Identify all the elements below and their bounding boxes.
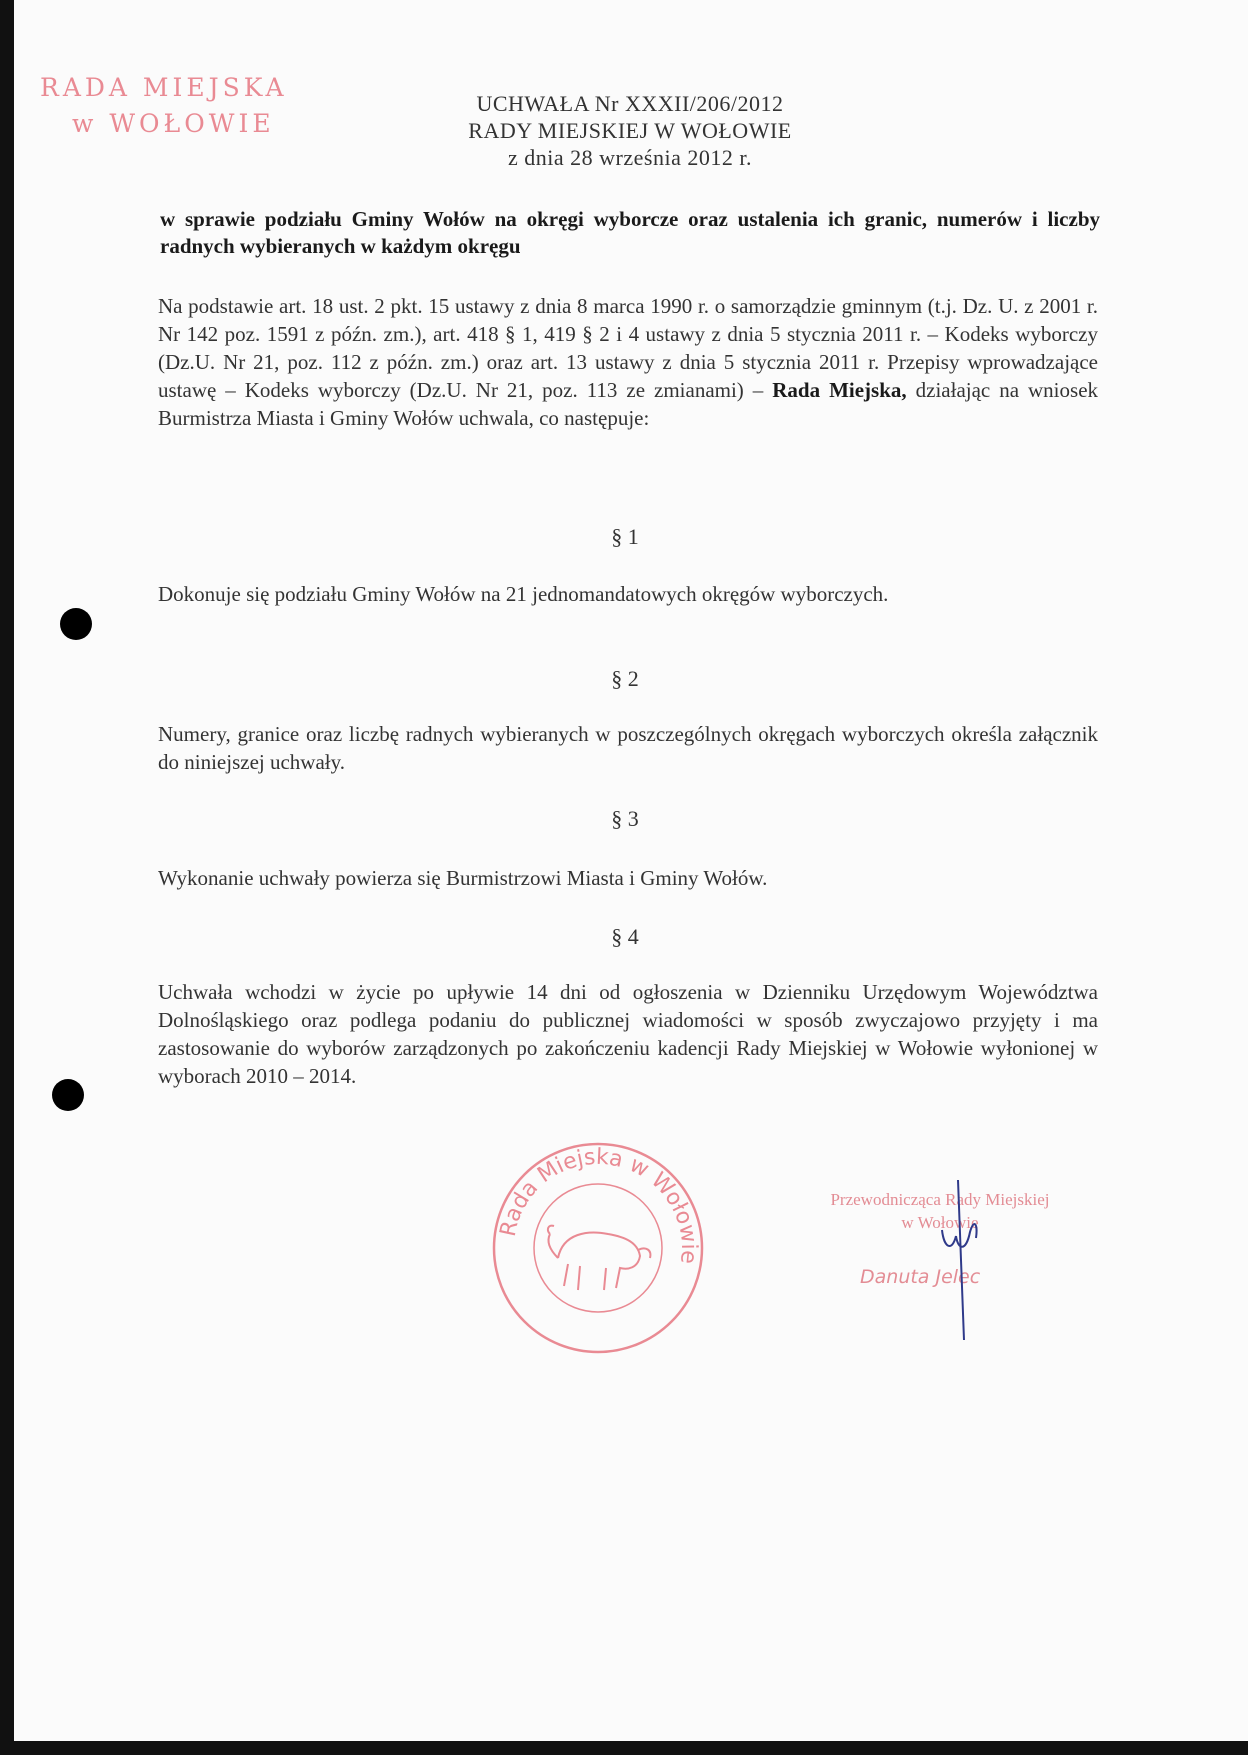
round-seal: [488, 1138, 708, 1358]
section-4-text: Uchwała wchodzi w życie po upływie 14 dni od ogłoszenia w Dzienniku Urzędowym Województwa Dolnośląskiego oraz podlega podaniu do publicznej wiadomości w sposób zwyczajowo przyjęty i ma zastosowanie do wyborów zarządzonych po zakończeniu kadencji Rady Miejskiej w Wołowie wyłonionej w wyborach 2010 – 2014.: [158, 980, 1098, 1088]
section-3-text: Wykonanie uchwały powierza się Burmistrzowi Miasta i Gminy Wołów.: [158, 866, 768, 890]
preamble: [158, 292, 1098, 432]
header-stamp: [40, 70, 330, 142]
stamp-line-1: RADA MIEJSKA: [40, 73, 288, 102]
document-header: [380, 90, 880, 171]
preamble-text-before: Na podstawie art. 18 ust. 2 pkt. 15 ustawy z dnia 8 marca 1990 r. o samorządzie gminnym (t.j. Dz. U. z 2001 r. Nr 142 poz. 1591 z późn. zm.), art. 418 § 1, 419 § 2 i 4 ustawy z dnia 5 stycznia 2011 r. – Kodeks wyborczy (Dz.U. Nr 21, poz. 112 z późn. zm.) oraz art. 13 ustawy z dnia 5 stycznia 2011 r. Przepisy wprowadzające ustawę – Kodeks wyborczy (Dz.U. Nr 21, poz. 113 ze zmianami) –: [158, 294, 1098, 402]
section-2-number: § 2: [611, 666, 639, 691]
seal-emblem-icon: [548, 1226, 650, 1290]
resolution-date: z dnia 28 września 2012 r.: [508, 145, 752, 170]
seal-text: Rada Miejska w Wołowie: [495, 1144, 702, 1265]
section-3-number: § 3: [611, 806, 639, 831]
scan-edge-left: [0, 0, 14, 1755]
resolution-subject: w sprawie podziału Gminy Wołów na okręgi wyborcze oraz ustalenia ich granic, numerów i liczby radnych wybieranych w każdym okręgu: [160, 207, 1100, 258]
preamble-bold: Rada Miejska,: [772, 378, 907, 402]
punch-hole-top: [60, 608, 92, 640]
preamble-text-after: działając na wniosek Burmistrza Miasta i Gminy Wołów uchwala, co następuje:: [158, 378, 1099, 430]
issuer: RADY MIEJSKIEJ W WOŁOWIE: [468, 118, 792, 143]
signer-location: w Wołowie: [901, 1213, 979, 1232]
stamp-line-2: w WOŁOWIE: [72, 109, 275, 138]
section-1-number: § 1: [611, 524, 639, 549]
punch-hole-bottom: [52, 1079, 84, 1111]
signer-name: Danuta Jelec: [860, 1266, 981, 1288]
handwritten-signature: [930, 1180, 990, 1345]
signer-role: Przewodnicząca Rady Miejskiej: [830, 1190, 1050, 1209]
resolution-title: UCHWAŁA Nr XXXII/206/2012: [476, 91, 784, 116]
section-4-number: § 4: [611, 924, 639, 949]
section-1-text: Dokonuje się podziału Gminy Wołów na 21 jednomandatowych okręgów wyborczych.: [158, 582, 889, 606]
scan-edge-bottom: [0, 1741, 1248, 1755]
section-2-text: Numery, granice oraz liczbę radnych wybieranych w poszczególnych okręgach wyborczych określa załącznik do niniejszej uchwały.: [158, 722, 1098, 774]
